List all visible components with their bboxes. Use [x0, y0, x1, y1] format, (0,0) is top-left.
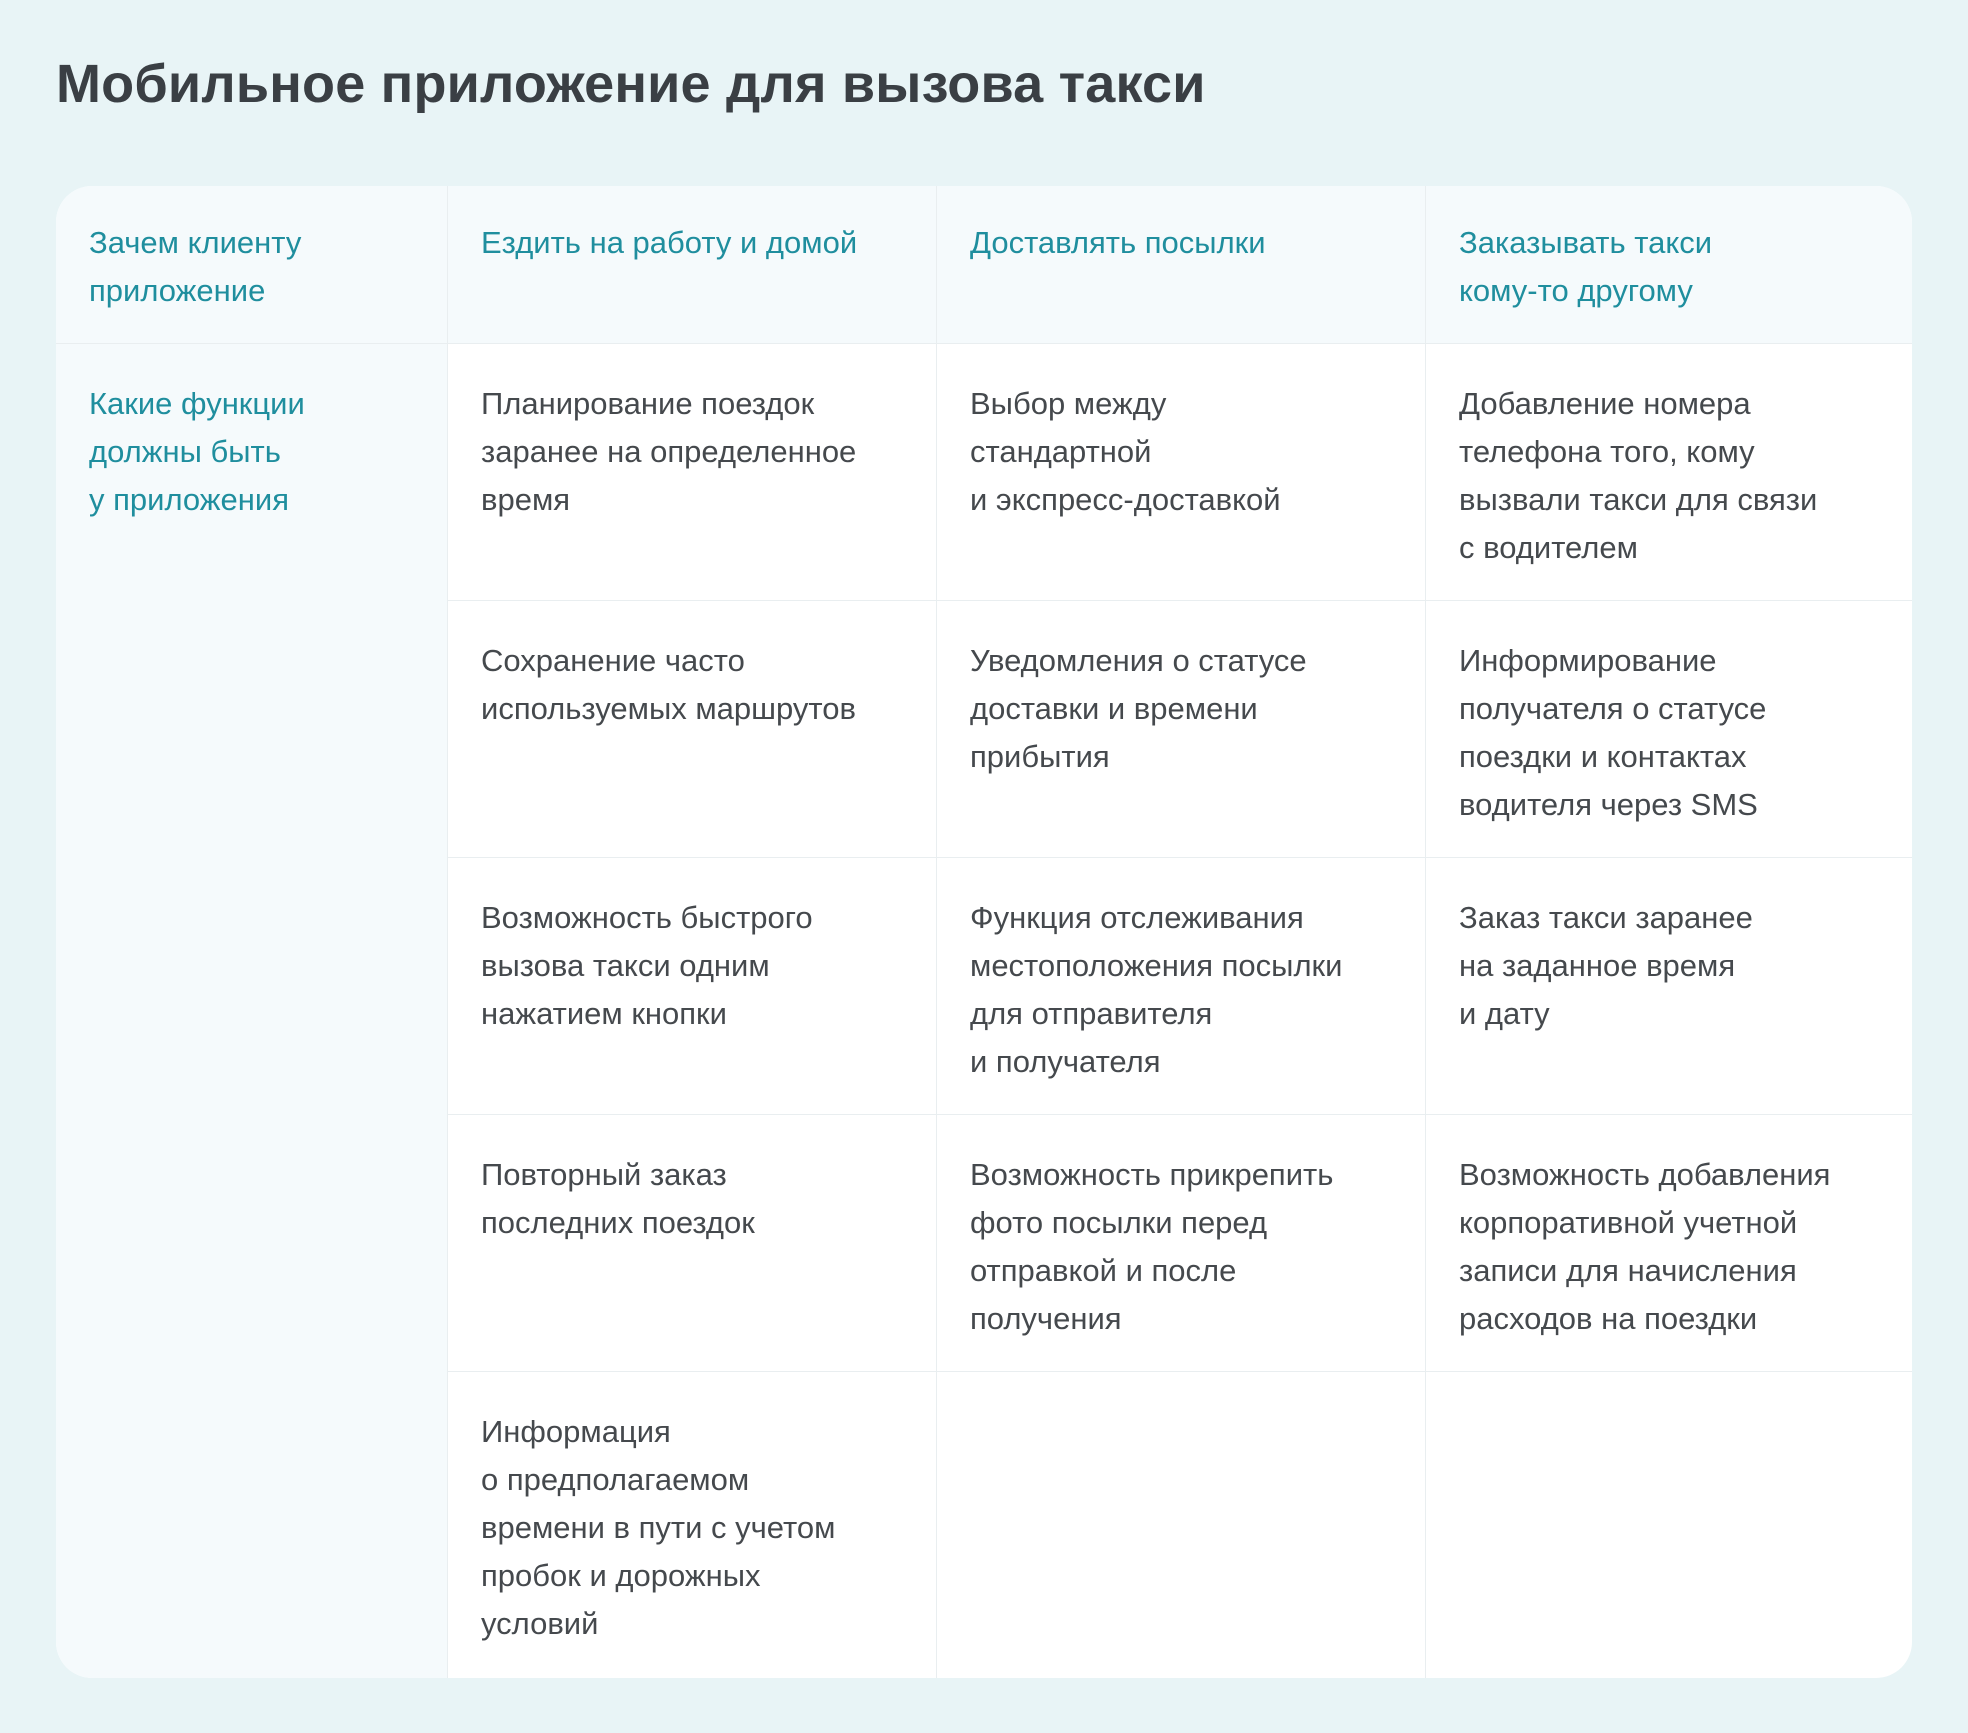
- table-cell: Добавление номера телефона того, кому вызвали такси для связи с водителем: [1425, 344, 1912, 601]
- table-cell: Повторный заказ последних поездок: [447, 1115, 936, 1372]
- table-cell: Функция отслеживания местоположения посылки для отправителя и получателя: [936, 858, 1425, 1115]
- table-cell: Заказ такси заранее на заданное время и дату: [1425, 858, 1912, 1115]
- table-cell-empty: [936, 1372, 1425, 1678]
- row-header-features: Какие функции должны быть у приложения: [56, 344, 447, 1678]
- table-cell: Возможность быстрого вызова такси одним нажатием кнопки: [447, 858, 936, 1115]
- comparison-table: [56, 186, 1912, 1678]
- column-header-parcels: Доставлять посылки: [936, 186, 1425, 344]
- table-cell: Возможность добавления корпоративной учетной записи для начисления расходов на поездки: [1425, 1115, 1912, 1372]
- table-cell: Уведомления о статусе доставки и времени прибытия: [936, 601, 1425, 858]
- table-cell: Планирование поездок заранее на определенное время: [447, 344, 936, 601]
- column-header-for-others: Заказывать такси кому-то другому: [1425, 186, 1912, 344]
- table-cell: Информирование получателя о статусе поездки и контактах водителя через SMS: [1425, 601, 1912, 858]
- table-cell: Выбор между стандартной и экспресс-доставкой: [936, 344, 1425, 601]
- page-title: Мобильное приложение для вызова такси: [56, 54, 1206, 114]
- table-cell-empty: [1425, 1372, 1912, 1678]
- comparison-table-card: [56, 186, 1912, 1678]
- table-cell: Информация о предполагаемом времени в пути с учетом пробок и дорожных условий: [447, 1372, 936, 1678]
- table-cell: Сохранение часто используемых маршрутов: [447, 601, 936, 858]
- table-corner-header: Зачем клиенту приложение: [56, 186, 447, 344]
- column-header-commute: Ездить на работу и домой: [447, 186, 936, 344]
- table-cell: Возможность прикрепить фото посылки перед отправкой и после получения: [936, 1115, 1425, 1372]
